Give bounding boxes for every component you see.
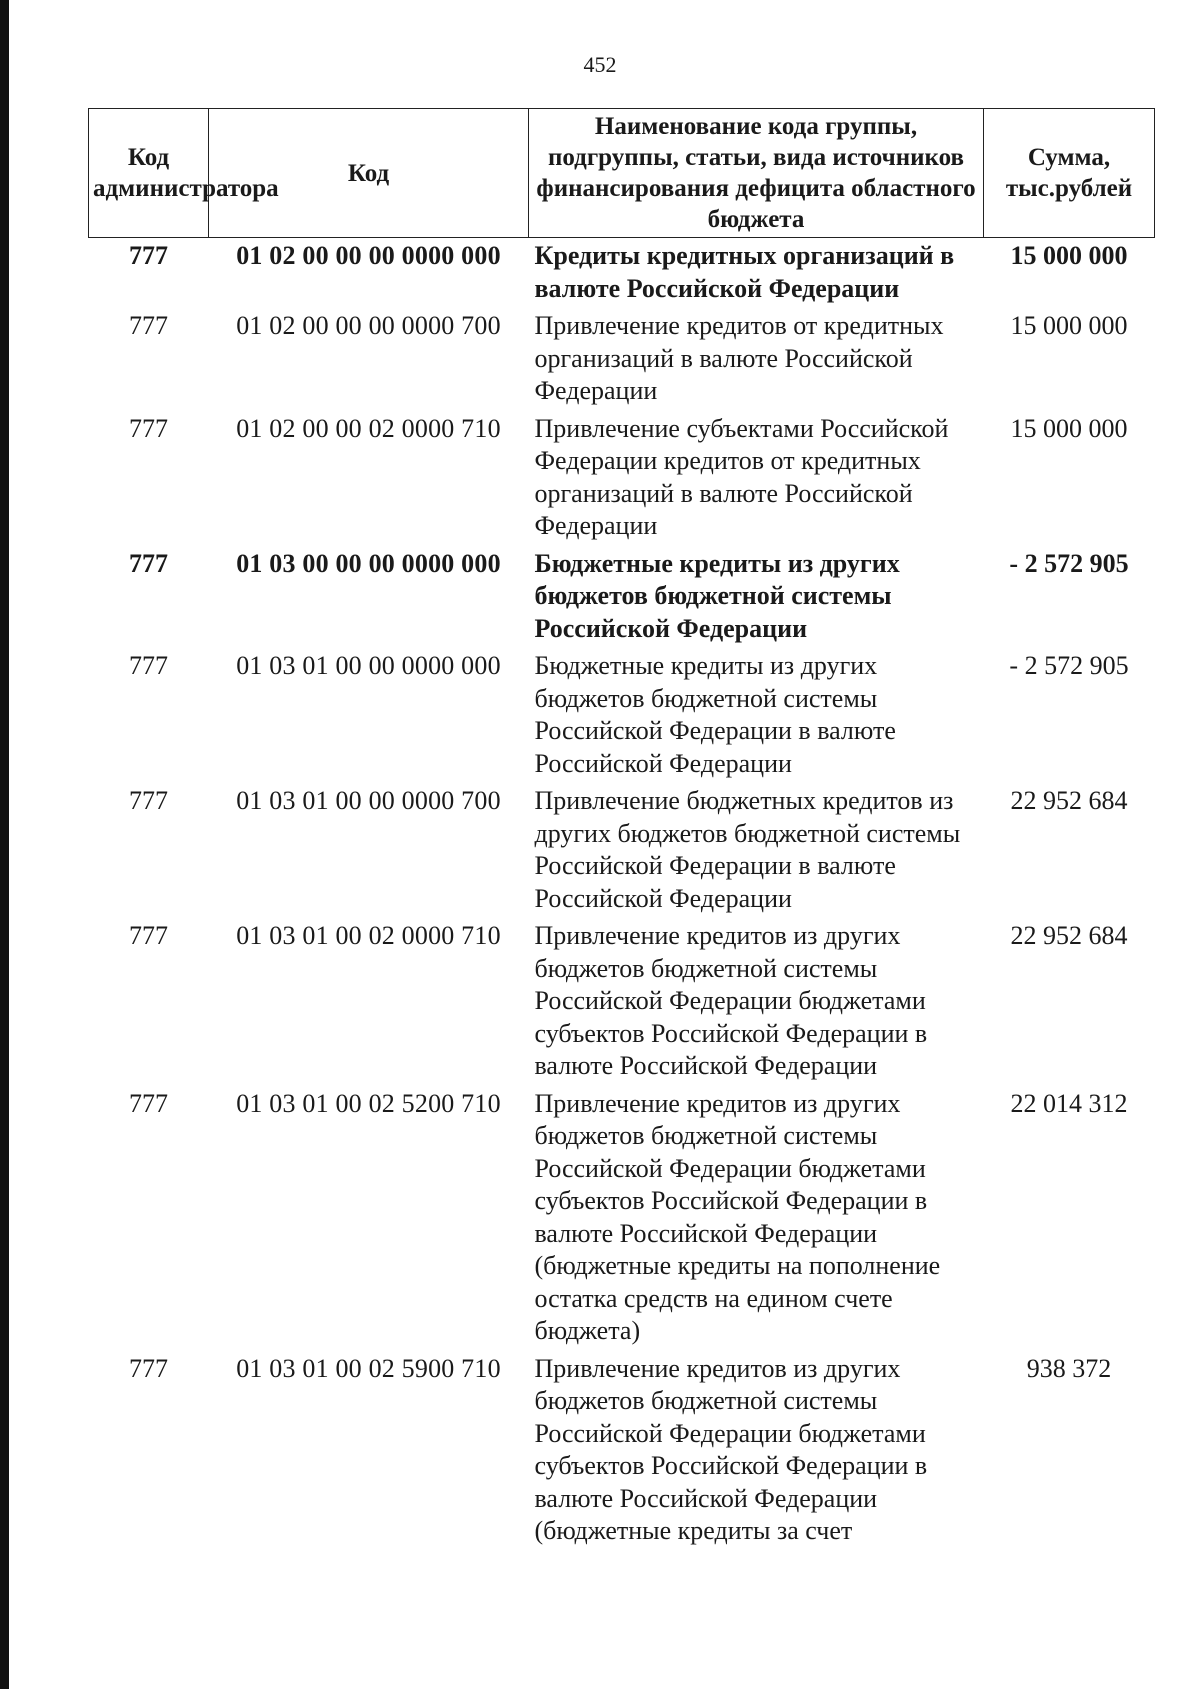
table-row [89,413,1155,548]
code-cell: 01 03 01 00 00 0000 000 [236,651,501,680]
name-cell: Кредиты кредитных организаций в валюте Российской Федерации [534,241,955,303]
table-row [89,1088,1155,1353]
sources-table [88,108,1155,1553]
page-number: 452 [583,52,617,77]
code-cell: 01 02 00 00 00 0000 700 [236,311,501,340]
table-row [89,548,1155,651]
admin-code-cell: 777 [129,548,168,578]
code-cell: 01 03 00 00 00 0000 000 [236,548,501,578]
sum-cell: 22 952 684 [1010,921,1128,950]
code-cell: 01 03 01 00 02 5200 710 [236,1088,501,1118]
sum-cell: 15 000 000 [1010,311,1128,340]
admin-code-cell: 777 [129,311,168,340]
name-cell: Бюджетные кредиты из других бюджетов бюджетной системы Российской Федерации [534,548,900,643]
table-row [89,1353,1155,1553]
name-cell: Привлечение кредитов от кредитных организаций в валюте Российской Федерации [534,311,944,405]
code-cell: 01 02 00 00 00 0000 000 [236,241,501,270]
admin-code-cell: 777 [129,1088,168,1118]
admin-code-cell: 777 [129,786,168,815]
table-row [89,650,1155,785]
name-cell: Привлечение бюджетных кредитов из других бюджетов бюджетной системы Российской Федерации в валюте Российской Федерации [534,786,961,913]
sum-cell: 22 014 312 [1010,1088,1128,1118]
name-cell: Привлечение субъектами Российской Федерации кредитов от кредитных организаций в валюте Российской Федерации [534,413,949,540]
name-cell: Привлечение кредитов из других бюджетов бюджетной системы Российской Федерации бюджетами субъектов Российской Федерации в валюте Российской Федерации [534,921,928,1080]
sum-cell: - 2 572 905 [1009,548,1129,578]
admin-code-cell: 777 [129,651,168,680]
table-body [89,238,1155,1553]
code-cell: 01 03 01 00 02 5900 710 [236,1353,501,1383]
scan-edge [0,0,9,1689]
header-admin-code: Код администратора [89,109,209,238]
header-name: Наименование кода группы, подгруппы, статьи, вида источников финансирования дефицита областного бюджета [529,109,984,238]
sum-cell: 22 952 684 [1010,786,1128,815]
admin-code-cell: 777 [129,241,168,270]
code-cell: 01 03 01 00 02 0000 710 [236,921,501,950]
table-row [89,310,1155,413]
table-header [89,109,1155,238]
sum-cell: 15 000 000 [1010,241,1128,270]
name-cell: Привлечение кредитов из других бюджетов бюджетной системы Российской Федерации бюджетами субъектов Российской Федерации в валюте Российской Федерации (бюджетные кредиты за счет [534,1353,928,1545]
header-code: Код [209,109,529,238]
table-row [89,785,1155,920]
table-row [89,238,1155,311]
sum-cell: - 2 572 905 [1009,651,1129,680]
code-cell: 01 02 00 00 02 0000 710 [236,413,501,443]
sum-cell: 15 000 000 [1010,413,1128,443]
table-row [89,920,1155,1088]
name-cell: Бюджетные кредиты из других бюджетов бюджетной системы Российской Федерации в валюте Российской Федерации [534,651,896,778]
admin-code-cell: 777 [129,413,168,443]
header-sum: Сумма, тыс.рублей [984,109,1155,238]
admin-code-cell: 777 [129,921,168,950]
sum-cell: 938 372 [1026,1353,1112,1383]
code-cell: 01 03 01 00 00 0000 700 [236,786,501,815]
name-cell: Привлечение кредитов из других бюджетов бюджетной системы Российской Федерации бюджетами субъектов Российской Федерации в валюте Российской Федерации (бюджетные кредиты на пополнение остатка средств на едином счете бюджета) [534,1088,941,1345]
admin-code-cell: 777 [129,1353,168,1383]
